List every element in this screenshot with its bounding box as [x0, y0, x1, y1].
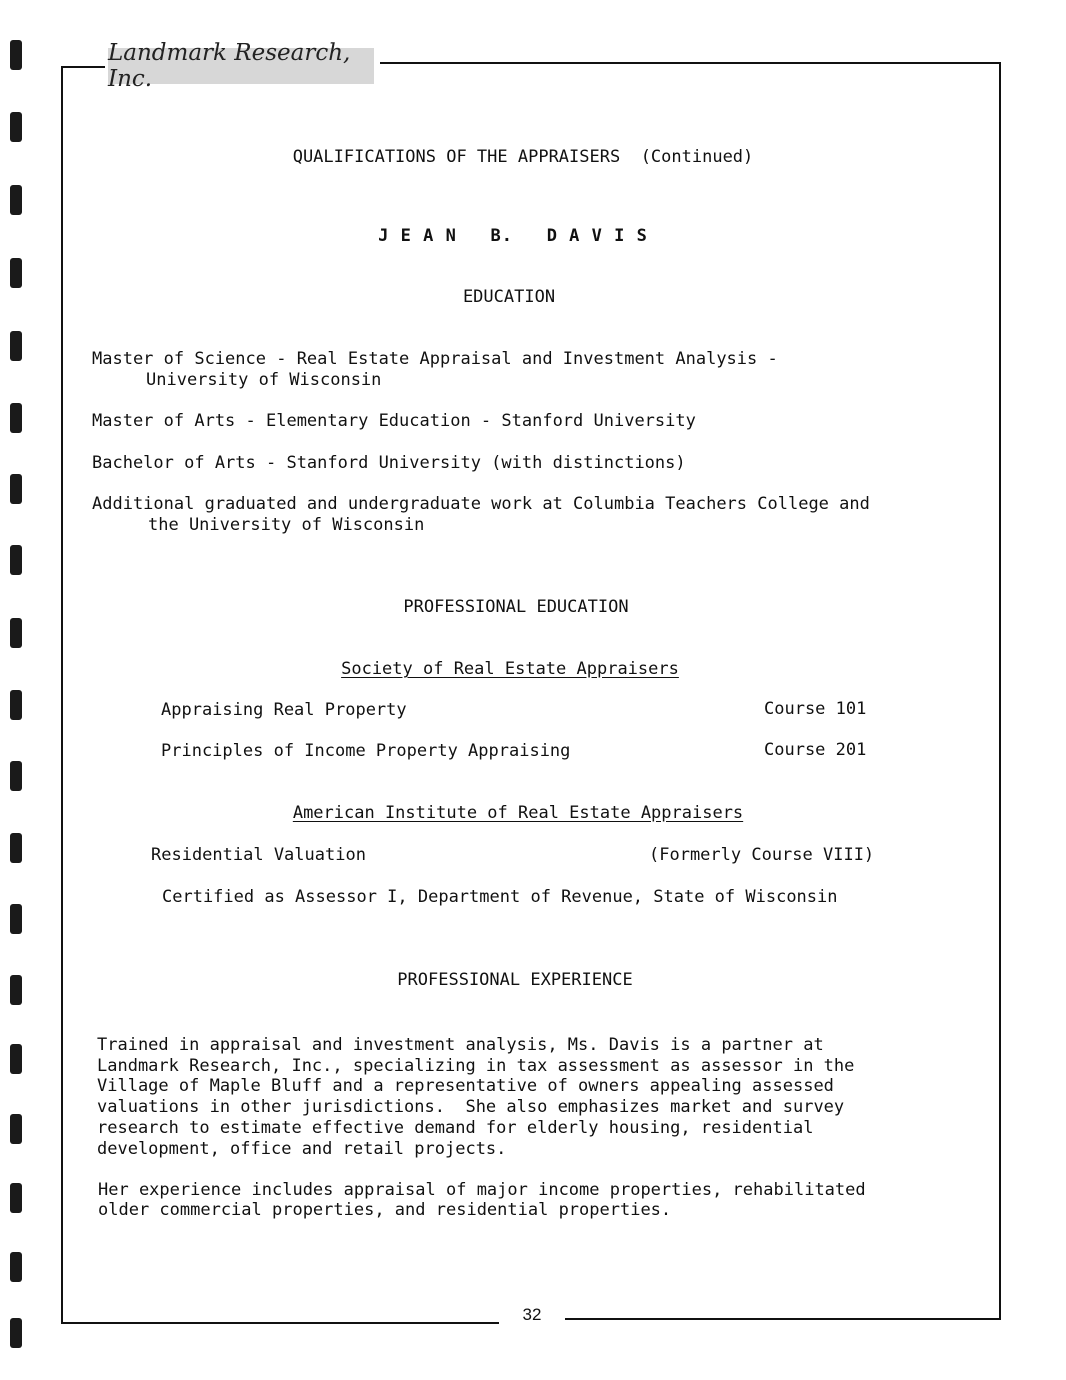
binder-hole — [10, 1114, 22, 1144]
experience-paragraph-line: research to estimate effective demand for elderly housing, residential — [97, 1118, 814, 1138]
frame-border-top-right — [380, 62, 1000, 64]
binder-hole — [10, 1318, 22, 1348]
frame-border-top-left — [61, 66, 105, 68]
education-item: Bachelor of Arts - Stanford University (with distinctions) — [92, 453, 686, 473]
binder-hole — [10, 1252, 22, 1282]
education-item: Master of Arts - Elementary Education - Stanford University — [92, 411, 696, 431]
experience-paragraph-line: development, office and retail projects. — [97, 1139, 507, 1159]
education-item: Additional graduated and undergraduate work at Columbia Teachers College and — [92, 494, 870, 514]
education-item-continued: the University of Wisconsin — [148, 515, 425, 535]
sorea-heading: Society of Real Estate Appraisers — [341, 659, 679, 679]
education-heading: EDUCATION — [462, 287, 556, 307]
frame-border-right — [999, 62, 1001, 1319]
course-code: (Formerly Course VIII) — [649, 845, 875, 865]
frame-border-left — [61, 66, 63, 1323]
education-item-continued: University of Wisconsin — [146, 370, 382, 390]
experience-paragraph-line: Trained in appraisal and investment analysis, Ms. Davis is a partner at — [97, 1035, 824, 1055]
appraiser-name: J E A N B. D A V I S — [378, 226, 648, 246]
binder-hole — [10, 618, 22, 648]
binder-hole — [10, 403, 22, 433]
binder-hole — [10, 40, 22, 70]
binder-hole — [10, 112, 22, 142]
experience-paragraph-line: Village of Maple Bluff and a representative of owners appealing assessed — [97, 1076, 834, 1096]
company-logo-text: Landmark Research, Inc. — [108, 40, 351, 92]
page-title: QUALIFICATIONS OF THE APPRAISERS (Continued) — [292, 147, 754, 167]
experience-paragraph-line: valuations in other jurisdictions. She also emphasizes market and survey — [97, 1097, 845, 1117]
course-code: Course 201 — [764, 740, 867, 760]
course-code: Course 101 — [764, 699, 867, 719]
binder-hole — [10, 1044, 22, 1074]
experience-paragraph-line: older commercial properties, and residential properties. — [98, 1200, 672, 1220]
course-title: Residential Valuation — [151, 845, 366, 865]
binder-hole — [10, 690, 22, 720]
professional-experience-heading: PROFESSIONAL EXPERIENCE — [397, 970, 633, 990]
binder-hole — [10, 258, 22, 288]
education-item: Master of Science - Real Estate Appraisal and Investment Analysis - — [92, 349, 778, 369]
page-number: 32 — [522, 1305, 542, 1324]
binder-hole — [10, 761, 22, 791]
binder-hole — [10, 904, 22, 934]
frame-border-bottom-left — [61, 1322, 499, 1324]
course-title: Principles of Income Property Appraising — [161, 741, 571, 761]
frame-border-bottom-right — [565, 1318, 1001, 1320]
binder-hole — [10, 1183, 22, 1213]
experience-paragraph-line: Landmark Research, Inc., specializing in tax assessment as assessor in the — [97, 1056, 855, 1076]
company-logo — [108, 40, 374, 92]
binder-hole — [10, 545, 22, 575]
experience-paragraph-line: Her experience includes appraisal of major income properties, rehabilitated — [98, 1180, 866, 1200]
binder-hole — [10, 474, 22, 504]
binder-hole — [10, 185, 22, 215]
aiorea-heading: American Institute of Real Estate Appraisers — [292, 803, 744, 823]
course-title: Appraising Real Property — [161, 700, 407, 720]
binder-hole — [10, 833, 22, 863]
professional-education-heading: PROFESSIONAL EDUCATION — [403, 597, 629, 617]
certification-text: Certified as Assessor I, Department of Revenue, State of Wisconsin — [162, 887, 838, 907]
binder-hole — [10, 331, 22, 361]
